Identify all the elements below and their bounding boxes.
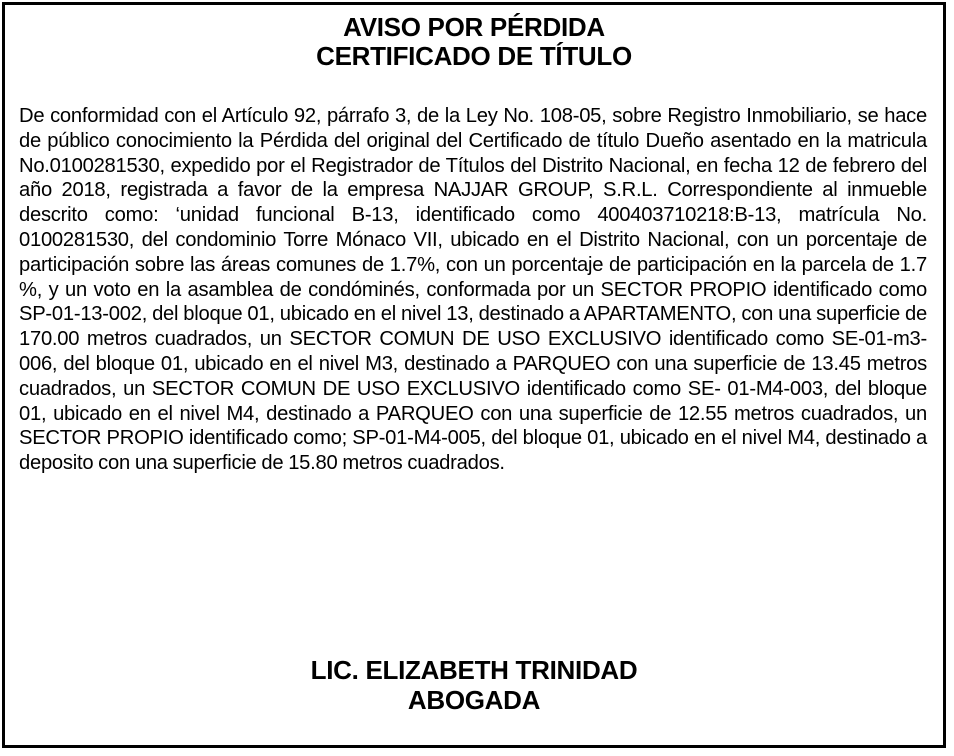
notice-body: De conformidad con el Artículo 92, párrafo 3, de la Ley No. 108-05, sobre Registro Inmobiliario, se hace de público conocimiento la Pérdida del original del Certificado de título Dueño asentado en la matricula No.0100281530, expedido por el Registrador de Títulos del Distrito Nacional, en fecha 12 de febrero del año 2018, registrada a favor de la empresa NAJJAR GROUP, S.R.L. Correspondiente al inmueble descrito como: ‘unidad funcional B-13, identificado como 400403710218:B-13, matrícula No. 0100281530, del condominio Torre Mónaco VII, ubicado en el Distrito Nacional, con un porcentaje de participación sobre las áreas comunes de 1.7%, con un porcentaje de participación en la parcela de 1.7 %, y un voto en la asamblea de condóminés, conformada por un SECTOR PROPIO identificado como SP-01-13-002, del bloque 01, ubicado en el nivel 13, destinado a APARTAMENTO, con una superficie de 170.00 metros cuadrados, un SECTOR COMUN DE USO EXCLUSIVO identificado como SE-01-m3-006, del bloque 01, ubicado en el nivel M3, destinado a PARQUEO con una superficie de 13.45 metros cuadrados, un SECTOR COMUN DE USO EXCLUSIVO identificado como SE- 01-M4-003, del bloque 01, ubicado en el nivel M4, destinado a PARQUEO con una superficie de 12.55 metros cuadrados, un SECTOR PROPIO identificado como; SP-01-M4-005, del bloque 01, ubicado en el nivel M4, destinado a deposito con una superficie de 15.80 metros cuadrados. bbox=[19, 105, 927, 475]
signer-name: LIC. ELIZABETH TRINIDAD bbox=[310, 655, 638, 685]
signature-block bbox=[5, 655, 943, 715]
signer-title: ABOGADA bbox=[407, 685, 541, 715]
title-line-1: AVISO POR PÉRDIDA bbox=[343, 12, 605, 42]
legal-notice bbox=[2, 2, 946, 748]
title-line-2: CERTIFICADO DE TÍTULO bbox=[316, 41, 632, 71]
notice-title bbox=[5, 13, 943, 71]
